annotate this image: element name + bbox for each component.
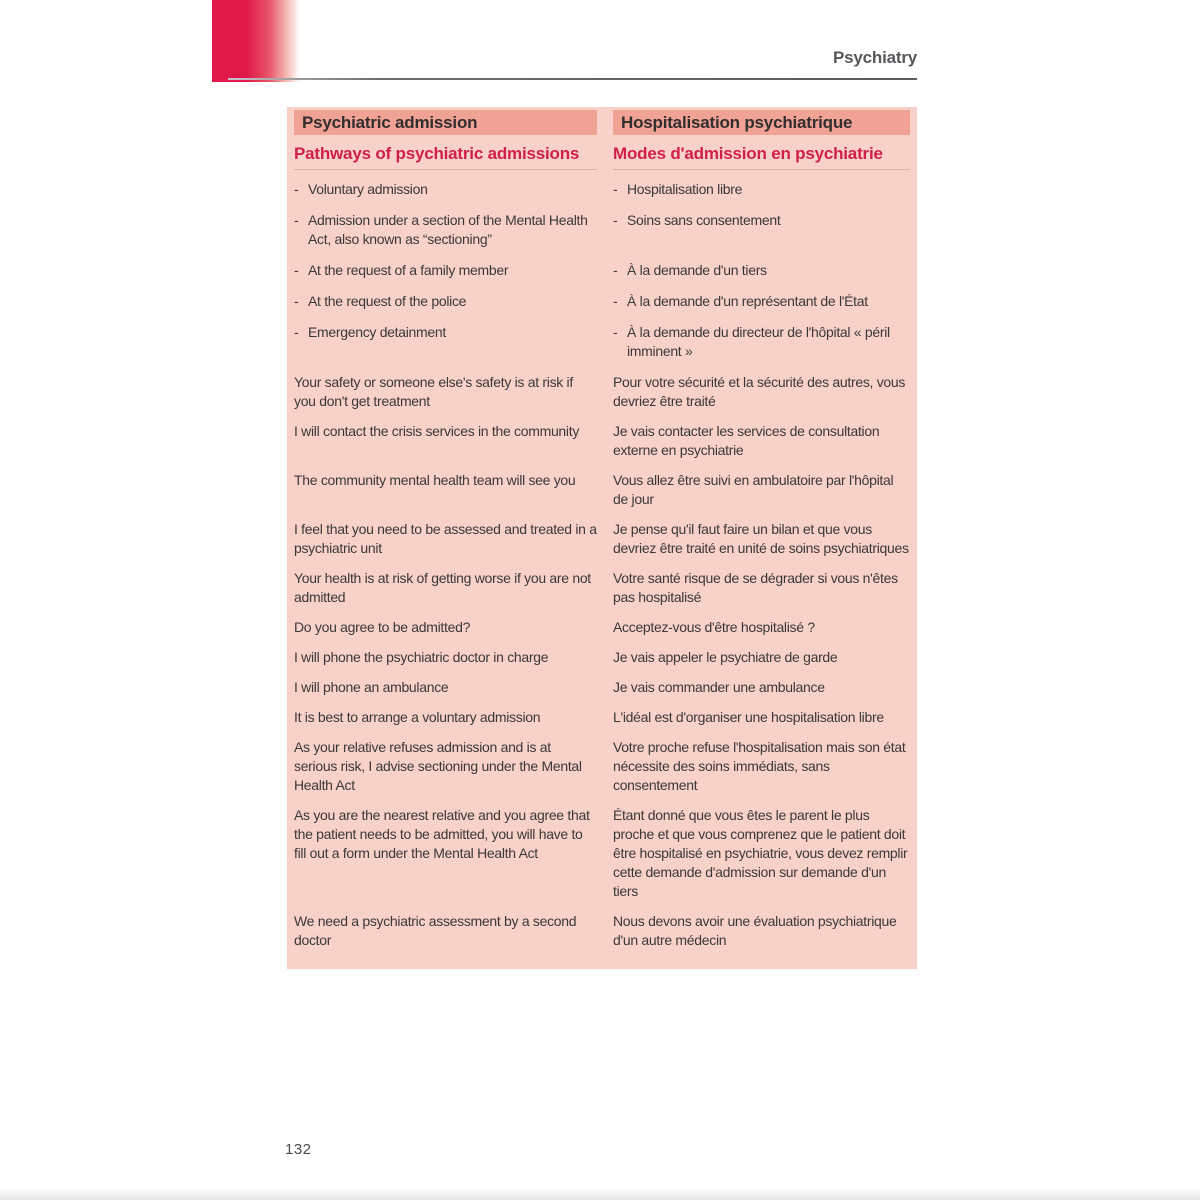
page-number: 132 [285, 1141, 312, 1158]
bullet-text-en: Admission under a section of the Mental Health Act, also known as “sectioning” [308, 212, 588, 247]
phrase-en: As your relative refuses admission and is at serious risk, I advise sectioning under the Mental Health Act [294, 739, 582, 793]
bullet-dash: - [294, 262, 299, 278]
title-cell-fr [613, 110, 910, 135]
phrase-fr: Étant donné que vous êtes le parent le plus proche et que vous comprenez que le patient doit être hospitalisé en psychiatrie, vous devez remplir cette demande d'admission sur demande d'un tiers [613, 807, 908, 899]
phrase-en: We need a psychiatric assessment by a second doctor [294, 913, 577, 948]
phrase-row [294, 618, 917, 637]
column-title-fr: Hospitalisation psychiatrique [613, 110, 910, 135]
bullet-dash: - [294, 212, 299, 228]
phrase-table-panel [287, 107, 917, 969]
phrase-row [294, 806, 917, 901]
bullet-row [294, 323, 917, 361]
phrase-fr: Vous allez être suivi en ambulatoire par l'hôpital de jour [613, 472, 894, 507]
phrase-fr: Nous devons avoir une évaluation psychiatrique d'un autre médecin [613, 913, 897, 948]
bullet-dash: - [613, 293, 618, 309]
phrase-en: Your safety or someone else's safety is at risk if you don't get treatment [294, 374, 573, 409]
chapter-title: Psychiatry [833, 48, 917, 67]
bullet-dash: - [613, 212, 618, 228]
bullet-text-fr: À la demande du directeur de l'hôpital « péril imminent » [627, 324, 890, 359]
bullet-row [294, 211, 917, 249]
phrase-row [294, 373, 917, 411]
phrase-fr: Votre proche refuse l'hospitalisation mais son état nécessite des soins immédiats, sans consentement [613, 739, 906, 793]
column-headings-row [294, 144, 917, 170]
bullet-row [294, 292, 917, 311]
phrase-fr: Acceptez-vous d'être hospitalisé ? [613, 619, 815, 635]
phrase-en: As you are the nearest relative and you agree that the patient needs to be admitted, you will have to fill out a form under the Mental Health Act [294, 807, 590, 861]
phrase-row [294, 912, 917, 950]
bullet-text-fr: À la demande d'un tiers [627, 262, 767, 278]
phrase-fr: Je vais commander une ambulance [613, 679, 825, 695]
phrase-en: Do you agree to be admitted? [294, 619, 471, 635]
column-heading-fr: Modes d'admission en psychiatrie [613, 144, 910, 170]
page-bottom-edge [0, 1188, 1200, 1200]
phrase-row [294, 708, 917, 727]
phrase-en: It is best to arrange a voluntary admission [294, 709, 541, 725]
bullet-row [294, 180, 917, 199]
phrase-fr: Je pense qu'il faut faire un bilan et que vous devriez être traité en unité de soins psychiatriques [613, 521, 909, 556]
phrase-row [294, 569, 917, 607]
bullet-dash: - [294, 293, 299, 309]
bullet-text-en: At the request of a family member [308, 262, 509, 278]
bullet-dash: - [294, 181, 299, 197]
bullet-text-fr: Soins sans consentement [627, 212, 781, 228]
heading-cell-fr [613, 144, 910, 170]
running-header [300, 48, 917, 68]
column-title-en: Psychiatric admission [294, 110, 597, 135]
phrase-row [294, 738, 917, 795]
column-heading-en: Pathways of psychiatric admissions [294, 144, 597, 170]
bullet-text-fr: Hospitalisation libre [627, 181, 743, 197]
phrase-row [294, 678, 917, 697]
title-cell-en [294, 110, 613, 135]
column-titles-row [294, 110, 917, 135]
header-rule-divider [228, 78, 917, 80]
phrase-en: The community mental health team will see you [294, 472, 576, 488]
phrase-en: I will contact the crisis services in the community [294, 423, 580, 439]
bullet-dash: - [294, 324, 299, 340]
bullet-text-fr: À la demande d'un représentant de l'État [627, 293, 868, 309]
bullet-text-en: Emergency detainment [308, 324, 446, 340]
chapter-color-tab [212, 0, 300, 82]
phrase-row [294, 471, 917, 509]
heading-cell-en [294, 144, 613, 170]
phrase-row [294, 648, 917, 667]
phrase-fr: Votre santé risque de se dégrader si vous n'êtes pas hospitalisé [613, 570, 898, 605]
bullet-text-en: At the request of the police [308, 293, 467, 309]
phrase-fr: Je vais contacter les services de consultation externe en psychiatrie [613, 423, 880, 458]
bullet-dash: - [613, 324, 618, 340]
phrase-fr: L'idéal est d'organiser une hospitalisation libre [613, 709, 884, 725]
phrase-row [294, 520, 917, 558]
phrase-row [294, 422, 917, 460]
bullet-dash: - [613, 262, 618, 278]
bullet-row [294, 261, 917, 280]
bullet-text-en: Voluntary admission [308, 181, 428, 197]
phrase-en: Your health is at risk of getting worse if you are not admitted [294, 570, 591, 605]
bullet-dash: - [613, 181, 618, 197]
phrase-fr: Je vais appeler le psychiatre de garde [613, 649, 838, 665]
phrase-en: I will phone an ambulance [294, 679, 449, 695]
phrase-en: I feel that you need to be assessed and treated in a psychiatric unit [294, 521, 597, 556]
phrase-fr: Pour votre sécurité et la sécurité des autres, vous devriez être traité [613, 374, 906, 409]
phrase-en: I will phone the psychiatric doctor in charge [294, 649, 549, 665]
